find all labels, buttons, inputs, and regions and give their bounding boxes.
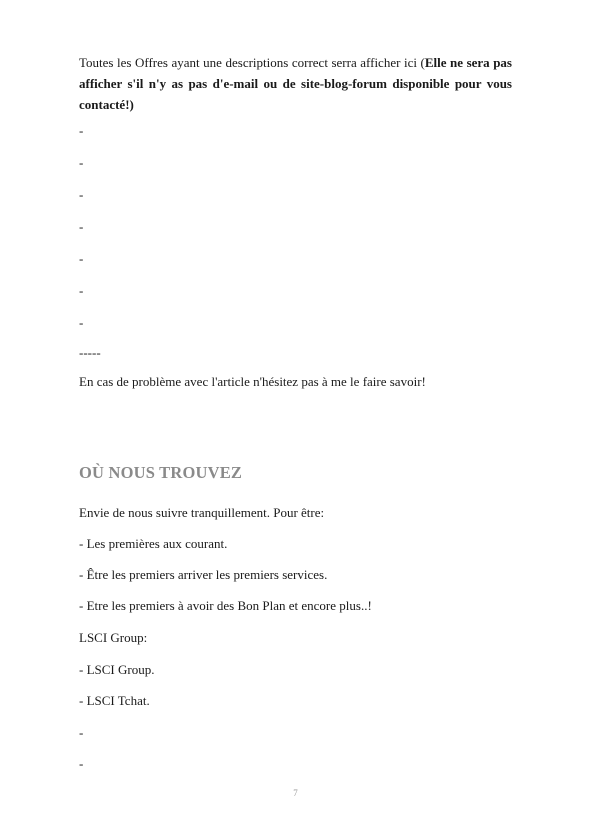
bullet-item: - Etre les premiers à avoir des Bon Plan et encore plus..! <box>79 598 372 613</box>
problem-notice: En cas de problème avec l'article n'hésitez pas à me le faire savoir! <box>79 374 426 389</box>
dash-line: - <box>79 315 84 330</box>
intro-paragraph <box>79 52 512 115</box>
bullet-item: - Être les premiers arriver les premiers services. <box>79 567 328 582</box>
dash-line: - <box>79 251 84 266</box>
dash-line: - <box>79 123 84 138</box>
dash-line: - <box>79 283 84 298</box>
section-intro: Envie de nous suivre tranquillement. Pour être: <box>79 505 325 520</box>
intro-bold-text: Elle ne sera pas afficher s'il n'y as pas d'e-mail ou de site-blog-forum disponible pour vous contacté!) <box>79 55 512 112</box>
dash-line: - <box>79 187 84 202</box>
group-item: - <box>79 756 84 771</box>
section-heading: OÙ NOUS TROUVEZ <box>79 463 243 482</box>
group-label: LSCI Group: <box>79 630 148 645</box>
dash-line: - <box>79 155 84 170</box>
separator-line: ----- <box>79 345 101 360</box>
group-item: - LSCI Group. <box>79 662 155 677</box>
intro-text: Toutes les Offres ayant une descriptions correct serra afficher ici ( <box>79 55 425 70</box>
bullet-item: - Les premières aux courant. <box>79 536 228 551</box>
group-item: - <box>79 725 84 740</box>
group-item: - LSCI Tchat. <box>79 693 150 708</box>
dash-line: - <box>79 219 84 234</box>
page-number: 7 <box>293 788 298 798</box>
